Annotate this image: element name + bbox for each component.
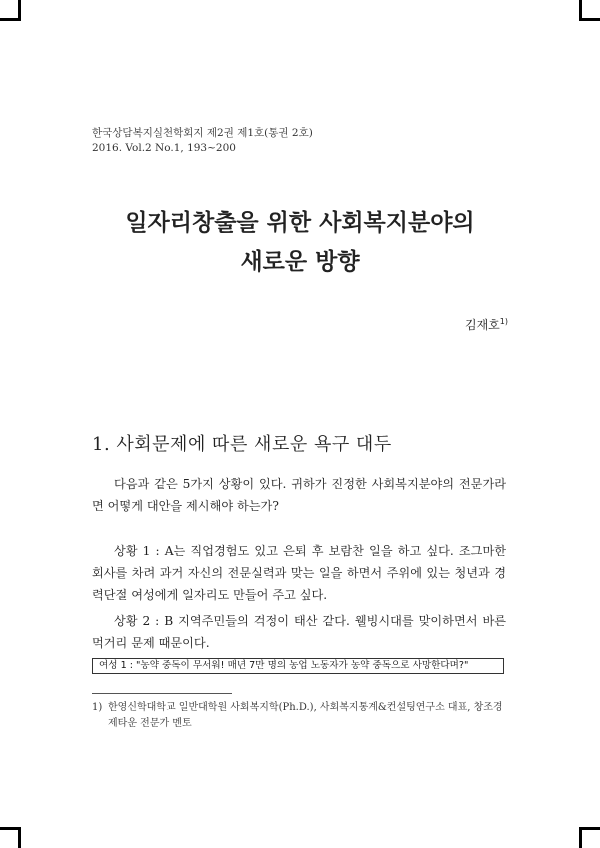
author-footnote-mark: 1) — [499, 317, 508, 326]
journal-volume: 2016. Vol.2 No.1, 193~200 — [92, 142, 236, 154]
crop-mark-bottom-right — [579, 827, 600, 848]
author-name: 김재호 — [465, 318, 500, 332]
footnote-text: 한영신학대학교 일반대학원 사회복지학(Ph.D.), 사회복지통계&컨설팅연구소 대표, 창조경제타운 전문가 멘토 — [108, 702, 503, 729]
paper-title-line1: 일자리창출을 위한 사회복지분야의 — [125, 210, 475, 236]
crop-mark-top-right — [579, 0, 600, 21]
section-heading: 1. 사회문제에 따른 새로운 욕구 대두 — [92, 434, 392, 455]
paragraph-situation-2: 상황 2 : B 지역주민들의 걱정이 태산 같다. 웰빙시대를 맞이하면서 바른 먹거리 문제 때문이다. — [92, 614, 506, 650]
footnote-divider — [92, 693, 232, 694]
author — [465, 316, 508, 333]
paragraph-intro: 다음과 같은 5가지 상황이 있다. 귀하가 진정한 사회복지분야의 전문가라면 어떻게 대안을 제시해야 하는가? — [92, 477, 506, 513]
paper-title-line2: 새로운 방향 — [240, 249, 360, 275]
journal-name: 한국상담복지실천학회지 제2권 제1호(통권 2호) — [92, 127, 313, 139]
quote-box: 여성 1 : "농약 중독이 무서워! 매년 7만 명의 농업 노동자가 농약 중독으로 사망한다며?" — [92, 658, 504, 674]
crop-mark-top-left — [0, 0, 21, 21]
crop-mark-bottom-left — [0, 827, 21, 848]
paragraph-situation-1: 상황 1 : A는 직업경험도 있고 은퇴 후 보람찬 일을 하고 싶다. 조그마한 회사를 차려 과거 자신의 전문실력과 맞는 일을 하면서 주위에 있는 청년과 경력단절 여성에게 일자리도 만들어 주고 싶다. — [92, 544, 506, 602]
footnote — [92, 700, 506, 732]
footnote-number: 1) — [92, 702, 103, 713]
